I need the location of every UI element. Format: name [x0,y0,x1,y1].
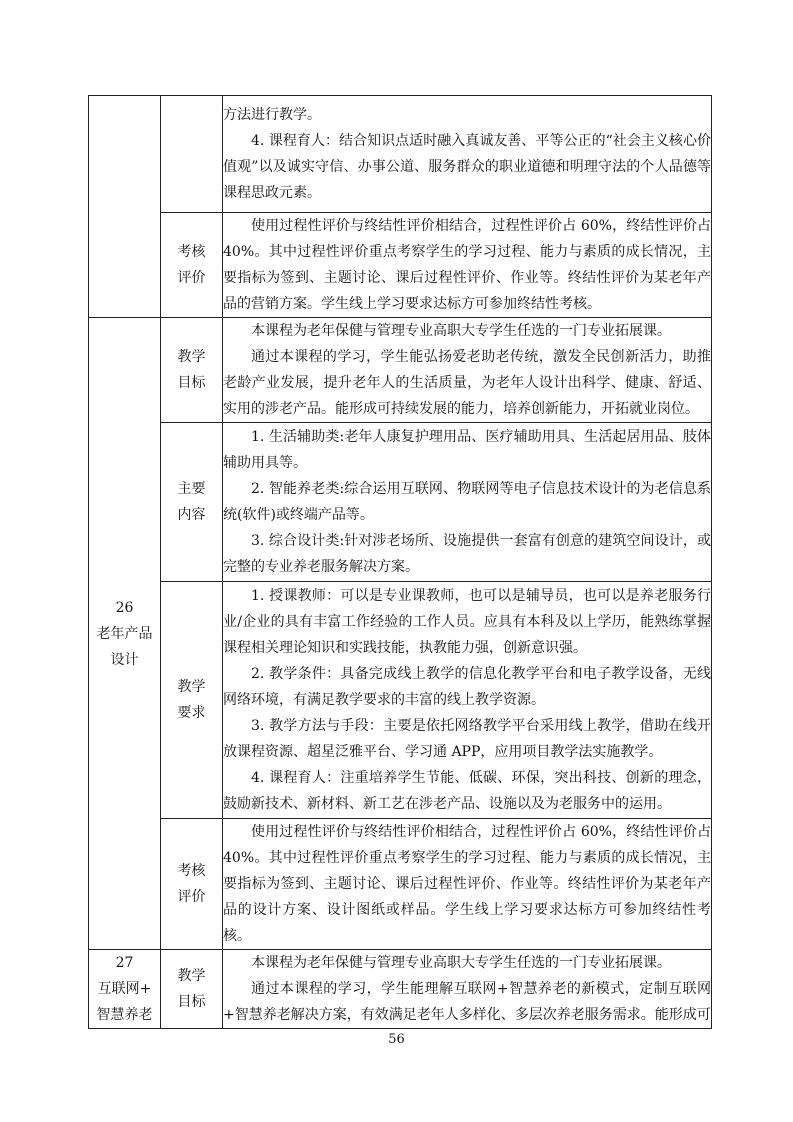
label-cell-requirements [161,582,223,819]
table-row [89,213,712,318]
course-name-cell-previous [89,96,161,318]
content-cell [223,96,712,213]
page-number: 56 [388,1032,405,1047]
label-line: 要求 [177,705,206,721]
course-name-cell-26 [89,318,161,950]
label-line: 教学 [177,349,206,365]
label-line: 考核 [177,244,206,260]
content-cell [223,819,712,950]
course-number: 26 [115,599,134,616]
label-line: 目标 [177,375,206,391]
course-name-cell-27 [89,950,161,1029]
course-name-line: 智慧养老 [96,1007,153,1023]
paragraph: 本课程为老年保健与管理专业高职大专学生任选的一门专业拓展课。 [251,955,671,971]
paragraph: 1. 授课教师：可以是专业课教师，也可以是辅导员，也可以是养老服务行业/企业的具有丰富工作经验的工作人员。应具有本科及以上学历，能熟练掌握课程相关理论知识和实践技能，执教能力强，创新意识强。 [223,588,711,656]
paragraph: 4. 课程育人：结合知识点适时融入真诚友善、平等公正的“社会主义核心价值观”以及诚实守信、办事公道、服务群众的职业道德和明理守法的个人品德等课程思政元素。 [223,133,711,201]
paragraph: 使用过程性评价与终结性评价相结合，过程性评价占 60%，终结性评价占 40%。其中过程性评价重点考察学生的学习过程、能力与素质的成长情况，主要指标为签到、主题讨论、课后过程性评价、作业等。终结性评价为某老年产品的设计方案、设计图纸或样品。学生线上学习要求达标方可参加终结性考核。 [223,824,711,944]
label-line: 目标 [177,994,206,1010]
paragraph: 4. 课程育人：注重培养学生节能、低碳、环保，突出科技、创新的理念，鼓励新技术、新材料、新工艺在涉老产品、设施以及为老服务中的运用。 [223,770,711,812]
paragraph: 通过本课程的学习，学生能理解互联网+智慧养老的新模式，定制互联网+智慧养老解决方案，有效满足老年人多样化、多层次养老服务需求。能形成可 [223,981,711,1023]
paragraph: 1. 生活辅助类:老年人康复护理用品、医疗辅助用具、生活起居用品、肢体辅助用具等。 [223,429,711,471]
paragraph: 方法进行教学。 [223,107,321,123]
course-name-line: 老年产品 [96,625,153,642]
paragraph: 2. 教学条件：具备完成线上教学的信息化教学平台和电子教学设备，无线网络环境，有满足教学要求的丰富的线上教学资源。 [223,666,711,708]
paragraph: 3. 综合设计类:针对涉老场所、设施提供一套富有创意的建筑空间设计，或完整的专业养老服务解决方案。 [223,533,711,575]
table-row [89,950,712,1029]
label-line: 评价 [177,270,206,286]
label-line: 主要 [177,481,206,497]
label-line: 内容 [177,507,206,523]
label-cell-content [161,423,223,582]
label-cell-assessment [161,819,223,950]
course-number: 27 [115,955,134,971]
course-name-line: 设计 [110,651,139,668]
course-table [88,95,712,1029]
label-line: 考核 [177,863,206,879]
content-cell [223,318,712,423]
content-cell [223,213,712,318]
content-cell [223,582,712,819]
label-cell-goals [161,318,223,423]
paragraph: 本课程为老年保健与管理专业高职大专学生任选的一门专业拓展课。 [251,323,671,339]
label-line: 教学 [177,679,206,695]
table-row [89,819,712,950]
course-name-line: 互联网+ [97,981,152,997]
label-cell-empty [161,96,223,213]
content-cell [223,950,712,1029]
label-line: 评价 [177,889,206,905]
label-cell-goals [161,950,223,1029]
table-row [89,423,712,582]
label-line: 教学 [177,968,206,984]
table-row [89,96,712,213]
paragraph: 通过本课程的学习，学生能弘扬爱老助老传统，激发全民创新活力，助推老龄产业发展，提升老年人的生活质量，为老年人设计出科学、健康、舒适、实用的涉老产品。能形成可持续发展的能力，培养创新能力，开拓就业岗位。 [223,349,711,417]
label-cell-assessment [161,213,223,318]
paragraph: 使用过程性评价与终结性评价相结合，过程性评价占 60%，终结性评价占 40%。其中过程性评价重点考察学生的学习过程、能力与素质的成长情况，主要指标为签到、主题讨论、课后过程性评价、作业等。终结性评价为某老年产品的营销方案。学生线上学习要求达标方可参加终结性考核。 [223,218,711,312]
paragraph: 2. 智能养老类:综合运用互联网、物联网等电子信息技术设计的为老信息系统(软件)或终端产品等。 [223,481,711,523]
paragraph: 3. 教学方法与手段：主要是依托网络教学平台采用线上教学，借助在线开放课程资源、超星泛雅平台、学习通 APP，应用项目教学法实施教学。 [223,718,711,760]
content-cell [223,423,712,582]
table-row [89,582,712,819]
table-row [89,318,712,423]
